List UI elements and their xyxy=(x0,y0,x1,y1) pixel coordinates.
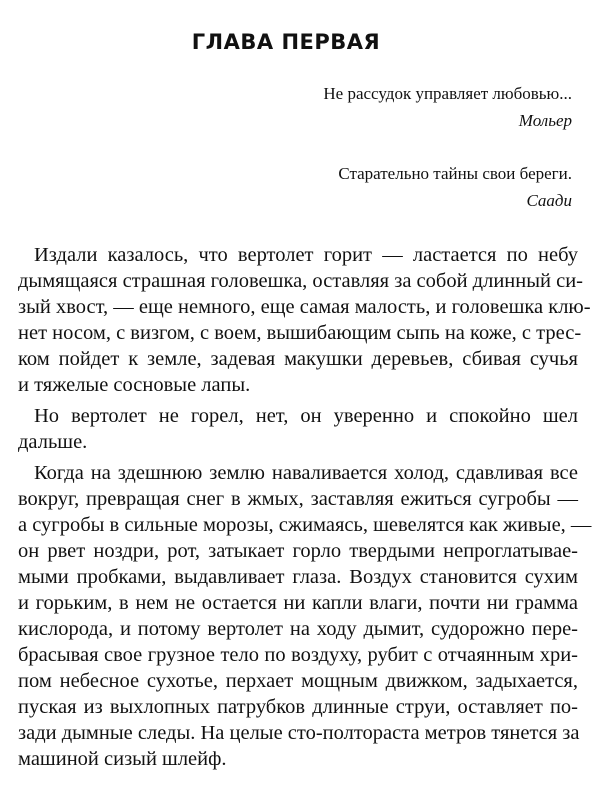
chapter-body xyxy=(18,242,592,772)
text-line: Когда на здешнюю землю наваливается холод, сдавливая все xyxy=(34,462,578,484)
text-line: брасывая свое грузное тело по воздуху, рубит с отчаянным хри- xyxy=(18,644,578,666)
text-line: машиной сизый шлейф. xyxy=(18,748,227,770)
text-line: Издали казалось, что вертолет горит — ластается по небу xyxy=(34,244,578,266)
text-line: пуская из выхлопных патрубков длинные струи, оставляет по- xyxy=(18,696,578,718)
text-line: мыми пробками, выдавливает глаза. Воздух становится сухим xyxy=(18,566,578,588)
epigraph-1 xyxy=(323,80,572,134)
text-line: вокруг, превращая снег в жмых, заставляя ежиться сугробы — xyxy=(18,488,578,510)
text-line: Но вертолет не горел, нет, он уверенно и спокойно шел xyxy=(34,405,578,427)
text-line: и тяжелые сосновые лапы. xyxy=(18,374,251,396)
text-line: пом небесное сухотье, перхает мощным движком, задыхается, xyxy=(18,670,578,692)
epigraph-quote: Не рассудок управляет любовью... xyxy=(323,84,572,103)
epigraph-2 xyxy=(338,160,572,214)
text-line: и горьким, в нем не остается ни капли влаги, почти ни грамма xyxy=(18,592,578,614)
text-line: нет носом, с визгом, с воем, вышибающим сыпь на коже, с трес- xyxy=(18,322,582,344)
text-line: зый хвост, — еще немного, еще самая малость, и головешка клю- xyxy=(18,296,591,318)
epigraph-author: Саади xyxy=(526,191,572,210)
text-line: он рвет ноздри, рот, затыкает горло твердыми непроглатывае- xyxy=(18,540,578,562)
text-line: а сугробы в сильные морозы, сжимаясь, шевелятся как живые, — xyxy=(18,514,592,536)
text-line: дальше. xyxy=(18,431,88,453)
chapter-title: ГЛАВА ПЕРВАЯ xyxy=(191,30,381,54)
text-line: зади дымные следы. На целые сто-полтораста метров тянется за xyxy=(18,722,580,744)
epigraph-quote: Старательно тайны свои береги. xyxy=(338,164,572,183)
text-line: ком пойдет к земле, задевая макушки деревьев, сбивая сучья xyxy=(18,348,578,370)
text-line: кислорода, и потому вертолет на ходу дымит, судорожно пере- xyxy=(18,618,578,640)
text-line: дымящаяся страшная головешка, оставляя за собой длинный си- xyxy=(18,270,584,292)
epigraph-author: Мольер xyxy=(518,111,572,130)
